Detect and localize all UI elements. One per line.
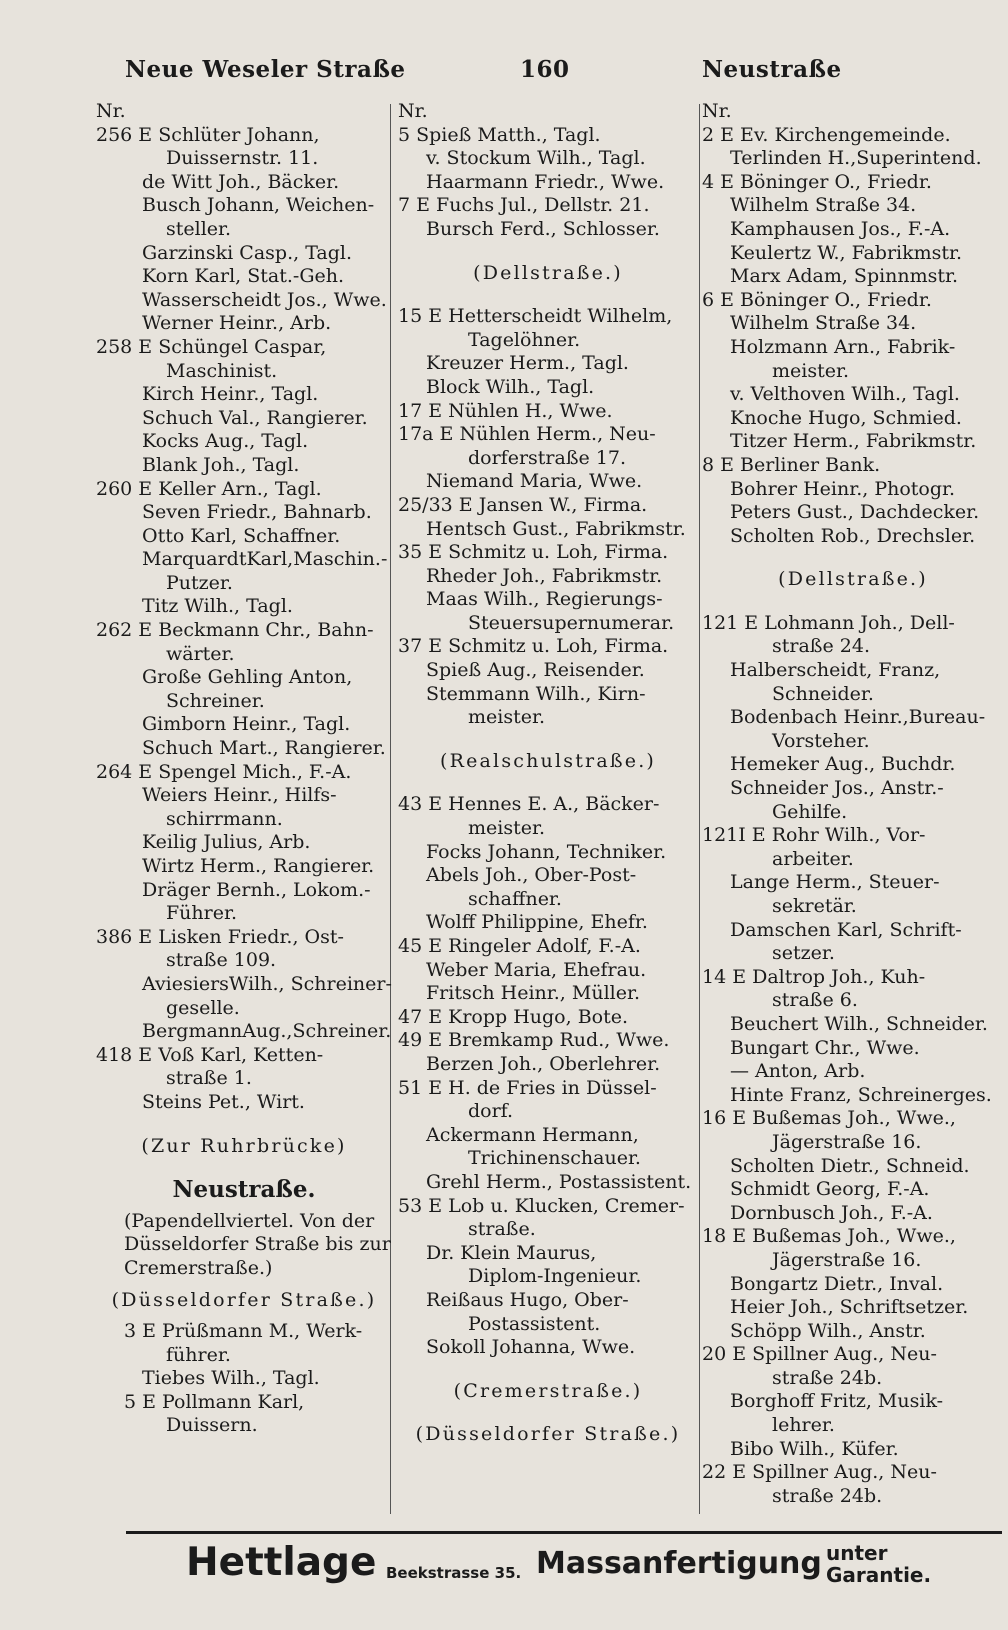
- entry-line: Marx Adam, Spinnmstr.: [730, 265, 959, 288]
- entry-line: Garzinski Casp., Tagl.: [142, 241, 352, 264]
- entry-line: Schneider.: [772, 682, 874, 705]
- entry-line: Scholten Rob., Drechsler.: [730, 524, 976, 547]
- entry-line: 2 E Ev. Kirchengemeinde.: [702, 123, 951, 146]
- entry-line: Postassistent.: [468, 1312, 601, 1335]
- entry-line: Nr.: [702, 100, 732, 122]
- entry-line: straße 1.: [166, 1067, 252, 1090]
- entry-line: straße 24.: [772, 635, 870, 658]
- entry-line: Keilig Julius, Arb.: [142, 831, 311, 854]
- entry-line: Schöpp Wilh., Anstr.: [730, 1319, 926, 1342]
- entry-line: 8 E Berliner Bank.: [702, 453, 881, 476]
- entry-line: v. Velthoven Wilh., Tagl.: [730, 383, 960, 406]
- entry-line: Wolff Philippine, Ehefr.: [426, 911, 648, 934]
- entry-line: 121I E Rohr Wilh., Vor-: [702, 824, 926, 847]
- entry-line: Werner Heinr., Arb.: [142, 312, 332, 335]
- entry-line: Damschen Karl, Schrift-: [730, 918, 962, 941]
- entry-line: Steins Pet., Wirt.: [142, 1090, 305, 1113]
- entry-line: 7 E Fuchs Jul., Dellstr. 21.: [398, 194, 650, 217]
- entry-line: Weiers Heinr., Hilfs-: [142, 784, 337, 807]
- column-2: [398, 100, 698, 1447]
- entry-line: v. Stockum Wilh., Tagl.: [426, 147, 646, 170]
- entry-line: Putzer.: [166, 571, 233, 594]
- entry-line: Ackermann Hermann,: [426, 1123, 639, 1146]
- ad-company-name: Hettlage: [186, 1540, 377, 1585]
- entry-line: 262 E Beckmann Chr., Bahn-: [96, 619, 374, 642]
- entry-line: Beuchert Wilh., Schneider.: [730, 1012, 988, 1035]
- spacer: [398, 730, 698, 750]
- spacer: [398, 773, 698, 793]
- entry-line: Bongartz Dietr., Inval.: [730, 1272, 944, 1295]
- ad-guarantee-line-2: Garantie.: [826, 1563, 932, 1587]
- entry-line: Hemeker Aug., Buchdr.: [730, 753, 956, 776]
- ad-address: Beekstrasse 35.: [386, 1564, 522, 1582]
- entry-line: (Dellstraße.): [473, 261, 623, 284]
- entry-line: 51 E H. de Fries in Düssel-: [398, 1076, 657, 1099]
- spacer: [96, 1115, 392, 1135]
- ad-slogan: Massanfertigung: [536, 1546, 822, 1581]
- entry-line: Hinte Franz, Schreinerges.: [730, 1083, 992, 1106]
- entry-line: Titzer Herm., Fabrikmstr.: [730, 430, 977, 453]
- entry-line: 15 E Hetterscheidt Wilhelm,: [398, 305, 673, 328]
- entry-line: straße 6.: [772, 989, 858, 1012]
- entry-line: Führer.: [166, 902, 238, 925]
- entry-line: Peters Gust., Dachdecker.: [730, 501, 980, 524]
- entry-line: lehrer.: [772, 1414, 835, 1437]
- entry-line: Duissern.: [166, 1414, 258, 1437]
- entry-line: Bodenbach Heinr.,Bureau-: [730, 706, 986, 729]
- ad-guarantee: [826, 1542, 931, 1586]
- entry-line: dorferstraße 17.: [468, 446, 627, 469]
- entry-line: (Cremerstraße.): [453, 1379, 643, 1402]
- spacer: [398, 1360, 698, 1380]
- spacer: [398, 285, 698, 305]
- entry-line: BergmannAug.,Schreiner.: [142, 1020, 392, 1043]
- entry-line: Bibo Wilh., Küfer.: [730, 1437, 899, 1460]
- entry-line: 37 E Schmitz u. Loh, Firma.: [398, 635, 669, 658]
- entry-line: Gimborn Heinr., Tagl.: [142, 713, 351, 736]
- entry-line: Steuersupernumerar.: [468, 611, 675, 634]
- entry-line: straße 24b.: [772, 1366, 883, 1389]
- entry-line: Wilhelm Straße 34.: [730, 194, 917, 217]
- entry-line: 53 E Lob u. Klucken, Cremer-: [398, 1194, 685, 1217]
- entry-line: straße 24b.: [772, 1484, 883, 1507]
- entry-line: 47 E Kropp Hugo, Bote.: [398, 1005, 629, 1028]
- column-3: [702, 100, 1004, 1508]
- entry-line: 43 E Hennes E. A., Bäcker-: [398, 793, 660, 816]
- entry-line: 5 Spieß Matth., Tagl.: [398, 123, 601, 146]
- entry-line: 16 E Bußemas Joh., Wwe.,: [702, 1107, 956, 1130]
- entry-line: Abels Joh., Ober-Post-: [426, 864, 637, 887]
- entry-line: (Düsseldorfer Straße.): [111, 1288, 377, 1311]
- entry-line: Berzen Joh., Oberlehrer.: [426, 1052, 661, 1075]
- entry-line: 17a E Nühlen Herm., Neu-: [398, 423, 656, 446]
- entry-line: Terlinden H.,Superintend.: [730, 147, 982, 170]
- entry-line: 121 E Lohmann Joh., Dell-: [702, 611, 955, 634]
- entry-line: Borghoff Fritz, Musik-: [730, 1390, 944, 1413]
- entry-line: Dräger Bernh., Lokom.-: [142, 878, 371, 901]
- entry-line: Spieß Aug., Reisender.: [426, 659, 645, 682]
- entry-line: straße.: [468, 1218, 536, 1241]
- spacer: [702, 592, 1004, 612]
- spacer: [96, 1202, 392, 1210]
- entry-line: Tiebes Wilh., Tagl.: [142, 1367, 320, 1390]
- entry-line: Heier Joh., Schriftsetzer.: [730, 1296, 969, 1319]
- entry-line: (Realschulstraße.): [439, 749, 657, 772]
- entry-line: 418 E Voß Karl, Ketten-: [96, 1043, 324, 1066]
- entry-line: 3 E Prüßmann M., Werk-: [124, 1320, 363, 1343]
- entry-line: setzer.: [772, 942, 835, 965]
- header-left-street: Neue Weseler Straße: [125, 56, 406, 83]
- entry-line: Haarmann Friedr., Wwe.: [426, 170, 665, 193]
- entry-line: Schreiner.: [166, 689, 265, 712]
- entry-line: Lange Herm., Steuer-: [730, 871, 940, 894]
- entry-line: 35 E Schmitz u. Loh, Firma.: [398, 541, 669, 564]
- entry-line: wärter.: [166, 642, 235, 665]
- entry-line: 18 E Bußemas Joh., Wwe.,: [702, 1225, 956, 1248]
- entry-line: Scholten Dietr., Schneid.: [730, 1154, 970, 1177]
- entry-line: Reißaus Hugo, Ober-: [426, 1288, 629, 1311]
- entry-line: Tagelöhner.: [468, 328, 581, 351]
- spacer: [702, 548, 1004, 568]
- entry-line: 6 E Böninger O., Friedr.: [702, 288, 932, 311]
- entry-line: — Anton, Arb.: [730, 1060, 866, 1083]
- entry-line: Neustraße.: [172, 1178, 316, 1202]
- entry-line: Halberscheidt, Franz,: [730, 659, 941, 682]
- spacer: [398, 242, 698, 262]
- entry-line: Fritsch Heinr., Müller.: [426, 982, 641, 1005]
- entry-line: Hentsch Gust., Fabrikmstr.: [426, 517, 686, 540]
- entry-line: steller.: [166, 217, 232, 240]
- entry-line: Korn Karl, Stat.-Geh.: [142, 265, 345, 288]
- entry-line: Nr.: [96, 100, 126, 122]
- entry-line: 25/33 E Jansen W., Firma.: [398, 493, 648, 516]
- entry-line: Kocks Aug., Tagl.: [142, 430, 309, 453]
- entry-line: Düsseldorfer Straße bis zur: [124, 1233, 391, 1256]
- entry-line: Knoche Hugo, Schmied.: [730, 406, 962, 429]
- entry-line: Vorsteher.: [772, 729, 870, 752]
- header-right-street: Neustraße: [702, 56, 842, 83]
- entry-line: Große Gehling Anton,: [142, 666, 353, 689]
- entry-line: (Dellstraße.): [778, 568, 928, 591]
- entry-line: Kamphausen Jos., F.-A.: [730, 217, 951, 240]
- entry-line: sekretär.: [772, 895, 857, 917]
- entry-line: Wasserscheidt Jos., Wwe.: [142, 288, 387, 311]
- spacer: [96, 1158, 392, 1178]
- entry-line: 5 E Pollmann Karl,: [124, 1390, 305, 1413]
- entry-line: Schuch Val., Rangierer.: [142, 406, 368, 429]
- entry-line: 264 E Spengel Mich., F.-A.: [96, 760, 352, 783]
- entry-line: 256 E Schlüter Johann,: [96, 123, 320, 146]
- entry-line: Kreuzer Herm., Tagl.: [426, 352, 629, 375]
- entry-line: Otto Karl, Schaffner.: [142, 524, 341, 547]
- entry-line: Wilhelm Straße 34.: [730, 312, 917, 335]
- entry-line: Titz Wilh., Tagl.: [142, 595, 293, 618]
- entry-line: MarquardtKarl,Maschin.-: [142, 548, 388, 571]
- entry-line: Bohrer Heinr., Photogr.: [730, 477, 956, 500]
- entry-line: de Witt Joh., Bäcker.: [142, 170, 340, 193]
- entry-line: 14 E Daltrop Joh., Kuh-: [702, 965, 926, 988]
- entry-line: Bungart Chr., Wwe.: [730, 1036, 920, 1059]
- entry-line: Jägerstraße 16.: [772, 1130, 922, 1153]
- entry-line: führer.: [166, 1343, 231, 1366]
- entry-line: Blank Joh., Tagl.: [142, 453, 300, 476]
- entry-line: Duissernstr. 11.: [166, 147, 319, 170]
- entry-line: dorf.: [468, 1100, 514, 1123]
- entry-line: 386 E Lisken Friedr., Ost-: [96, 925, 344, 948]
- page-number: 160: [520, 56, 570, 83]
- entry-line: Seven Friedr., Bahnarb.: [142, 501, 372, 524]
- entry-line: meister.: [468, 706, 546, 729]
- entry-line: Sokoll Johanna, Wwe.: [426, 1336, 636, 1359]
- entry-line: Schuch Mart., Rangierer.: [142, 737, 386, 760]
- column-divider-2: [699, 104, 700, 1514]
- entry-line: Weber Maria, Ehefrau.: [426, 958, 647, 981]
- entry-line: Schmidt Georg, F.-A.: [730, 1178, 930, 1201]
- entry-line: meister.: [468, 817, 546, 840]
- entry-line: Dr. Klein Maurus,: [426, 1241, 597, 1264]
- entry-line: 45 E Ringeler Adolf, F.-A.: [398, 935, 641, 957]
- entry-line: 260 E Keller Arn., Tagl.: [96, 477, 322, 500]
- entry-line: 22 E Spillner Aug., Neu-: [702, 1461, 937, 1484]
- entry-line: Jägerstraße 16.: [772, 1248, 922, 1271]
- entry-line: Maschinist.: [166, 359, 278, 382]
- entry-line: Cremerstraße.): [124, 1256, 273, 1279]
- entry-line: schirrmann.: [166, 807, 283, 830]
- entry-line: Maas Wilh., Regierungs-: [426, 588, 663, 611]
- entry-line: 20 E Spillner Aug., Neu-: [702, 1343, 937, 1366]
- entry-line: straße 109.: [166, 949, 277, 972]
- entry-line: (Düsseldorfer Straße.): [415, 1423, 681, 1446]
- entry-line: Holzmann Arn., Fabrik-: [730, 335, 956, 358]
- entry-line: 17 E Nühlen H., Wwe.: [398, 399, 613, 422]
- entry-line: 258 E Schüngel Caspar,: [96, 335, 327, 358]
- entry-line: Dornbusch Joh., F.-A.: [730, 1201, 933, 1224]
- entry-line: arbeiter.: [772, 847, 854, 870]
- entry-line: Keulertz W., Fabrikmstr.: [730, 241, 963, 264]
- entry-line: Wirtz Herm., Rangierer.: [142, 855, 375, 877]
- ad-guarantee-line-1: unter: [826, 1541, 888, 1565]
- entry-line: schaffner.: [468, 887, 562, 910]
- entry-line: Stemmann Wilh., Kirn-: [426, 682, 646, 705]
- spacer: [96, 1281, 392, 1289]
- entry-line: 4 E Böninger O., Friedr.: [702, 170, 932, 193]
- entry-line: Trichinenschauer.: [468, 1147, 641, 1170]
- entry-line: Rheder Joh., Fabrikmstr.: [426, 564, 663, 587]
- entry-line: Diplom-Ingenieur.: [468, 1265, 642, 1288]
- entry-line: Block Wilh., Tagl.: [426, 375, 595, 398]
- entry-line: Nr.: [398, 100, 428, 122]
- spacer: [96, 1312, 392, 1320]
- spacer: [398, 1403, 698, 1423]
- entry-line: Niemand Maria, Wwe.: [426, 470, 643, 493]
- entry-line: Schneider Jos., Anstr.-: [730, 777, 944, 800]
- entry-line: AviesiersWilh., Schreiner-: [142, 972, 392, 995]
- column-1: [96, 100, 392, 1438]
- entry-line: Gehilfe.: [772, 800, 848, 823]
- entry-line: meister.: [772, 359, 850, 382]
- entry-line: (Zur Ruhrbrücke): [141, 1134, 347, 1157]
- entry-line: geselle.: [166, 996, 240, 1019]
- entry-line: Kirch Heinr., Tagl.: [142, 383, 319, 406]
- entry-line: Grehl Herm., Postassistent.: [426, 1170, 692, 1193]
- entry-line: Busch Johann, Weichen-: [142, 194, 375, 217]
- entry-line: 49 E Bremkamp Rud., Wwe.: [398, 1029, 670, 1052]
- entry-line: (Papendellviertel. Von der: [124, 1209, 375, 1232]
- entry-line: Focks Johann, Techniker.: [426, 840, 667, 863]
- footer-divider: [126, 1531, 1002, 1534]
- advertisement: [186, 1540, 986, 1610]
- entry-line: Bursch Ferd., Schlosser.: [426, 217, 660, 240]
